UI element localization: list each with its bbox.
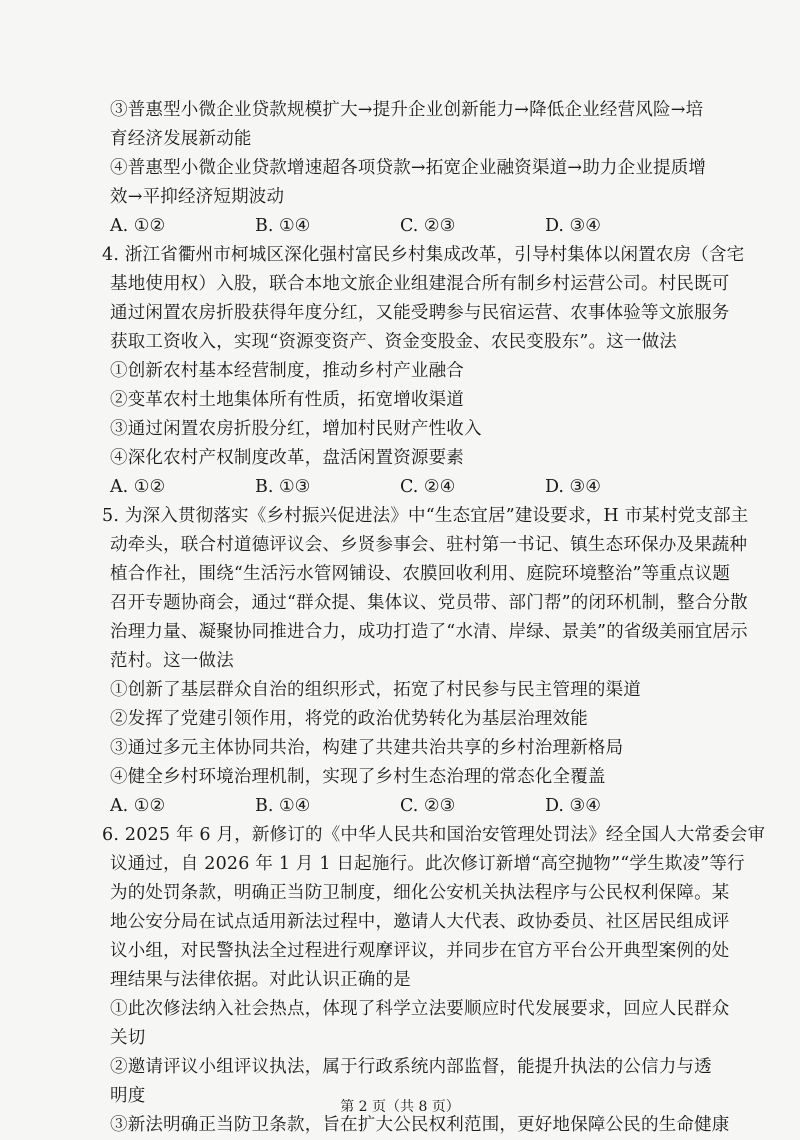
question-stem: 议小组，对民警执法全过程进行观摩评议，并同步在官方平台公开典型案例的处 — [110, 941, 730, 961]
answer-choices — [110, 212, 730, 241]
choice-c: C. ②④ — [400, 477, 456, 497]
question-stem: 召开专题协商会，通过“群众提、集体议、党员带、部门帮”的闭环机制，整合分散 — [110, 593, 748, 613]
option-3: ③通过闲置农房折股分红，增加村民财产性收入 — [110, 419, 482, 439]
option-3-continued: 育经济发展新动能 — [110, 129, 252, 149]
choice-c: C. ②③ — [400, 796, 456, 816]
question-3-continued — [110, 96, 730, 241]
option-2: ②发挥了党建引领作用，将党的政治优势转化为基层治理效能 — [110, 709, 588, 729]
option-1: ①创新农村基本经营制度，推动乡村产业融合 — [110, 361, 464, 381]
choice-b: B. ①④ — [255, 796, 311, 816]
choice-a: A. ①② — [110, 216, 166, 236]
answer-choices — [110, 792, 730, 821]
choice-b: B. ①③ — [255, 477, 311, 497]
option-4: ④健全乡村环境治理机制，实现了乡村生态治理的常态化全覆盖 — [110, 767, 606, 787]
option-1: ①创新了基层群众自治的组织形式，拓宽了村民参与民主管理的渠道 — [110, 680, 641, 700]
question-stem: 获取工资收入，实现“资源变资产、资金变股金、农民变股东”。这一做法 — [110, 332, 677, 352]
option-4: ④普惠型小微企业贷款增速超各项贷款→拓宽企业融资渠道→助力企业提质增 — [110, 158, 707, 178]
option-4: ④深化农村产权制度改革，盘活闲置资源要素 — [110, 448, 464, 468]
question-stem: 5. 为深入贯彻落实《乡村振兴促进法》中“生态宜居”建设要求，H 市某村党支部主 — [102, 506, 749, 526]
question-stem: 为的处罚条款，明确正当防卫制度，细化公安机关执法程序与公民权利保障。某 — [110, 883, 730, 903]
question-stem: 动牵头，联合村道德评议会、乡贤参事会、驻村第一书记、镇生态环保办及果蔬种 — [110, 535, 748, 555]
choice-d: D. ③④ — [545, 216, 601, 236]
option-3: ③通过多元主体协同共治，构建了共建共治共享的乡村治理新格局 — [110, 738, 624, 758]
option-2: ②变革农村土地集体所有性质，拓宽增收渠道 — [110, 390, 464, 410]
choice-d: D. ③④ — [545, 477, 601, 497]
option-4-continued: 效→平抑经济短期波动 — [110, 187, 285, 207]
choice-b: B. ①④ — [255, 216, 311, 236]
choice-a: A. ①② — [110, 796, 166, 816]
answer-choices — [110, 473, 730, 502]
question-stem: 植合作社，围绕“生活污水管网铺设、农膜回收利用、庭院环境整治”等重点议题 — [110, 564, 731, 584]
page-number: 第 2 页（共 8 页） — [340, 1099, 460, 1115]
option-2-continued: 明度 — [110, 1086, 146, 1106]
question-stem: 基地使用权）入股，联合本地文旅企业组建混合所有制乡村运营公司。村民既可 — [110, 274, 730, 294]
question-stem: 理结果与法律依据。对此认识正确的是 — [110, 970, 411, 990]
option-1: ①此次修法纳入社会热点，体现了科学立法要顺应时代发展要求，回应人民群众 — [110, 999, 730, 1019]
choice-a: A. ①② — [110, 477, 166, 497]
question-stem: 治理力量、凝聚协同推进合力，成功打造了“水清、岸绿、景美”的省级美丽宜居示 — [110, 622, 748, 642]
question-stem: 通过闲置农房折股获得年度分红，又能受聘参与民宿运营、农事体验等文旅服务 — [110, 303, 730, 323]
option-3: ③普惠型小微企业贷款规模扩大→提升企业创新能力→降低企业经营风险→培 — [110, 100, 704, 120]
question-6 — [102, 821, 766, 1140]
option-1-continued: 关切 — [110, 1028, 146, 1048]
question-stem: 4. 浙江省衢州市柯城区深化强村富民乡村集成改革，引导村集体以闲置农房（含宅 — [102, 245, 745, 265]
option-2: ②邀请评议小组评议执法，属于行政系统内部监督，能提升执法的公信力与透 — [110, 1057, 712, 1077]
question-5 — [102, 502, 749, 821]
question-stem: 6. 2025 年 6 月，新修订的《中华人民共和国治安管理处罚法》经全国人大常委会审 — [102, 825, 766, 845]
question-stem: 议通过，自 2026 年 1 月 1 日起施行。此次修订新增“高空抛物”“学生欺凌”等行 — [110, 854, 745, 874]
choice-d: D. ③④ — [545, 796, 601, 816]
question-4 — [102, 241, 745, 502]
choice-c: C. ②③ — [400, 216, 456, 236]
option-3: ③新法明确正当防卫条款，旨在扩大公民权利范围，更好地保障公民的生命健康 — [110, 1115, 730, 1135]
question-stem: 范村。这一做法 — [110, 651, 234, 671]
question-stem: 地公安分局在试点适用新法过程中，邀请人大代表、政协委员、社区居民组成评 — [110, 912, 730, 932]
